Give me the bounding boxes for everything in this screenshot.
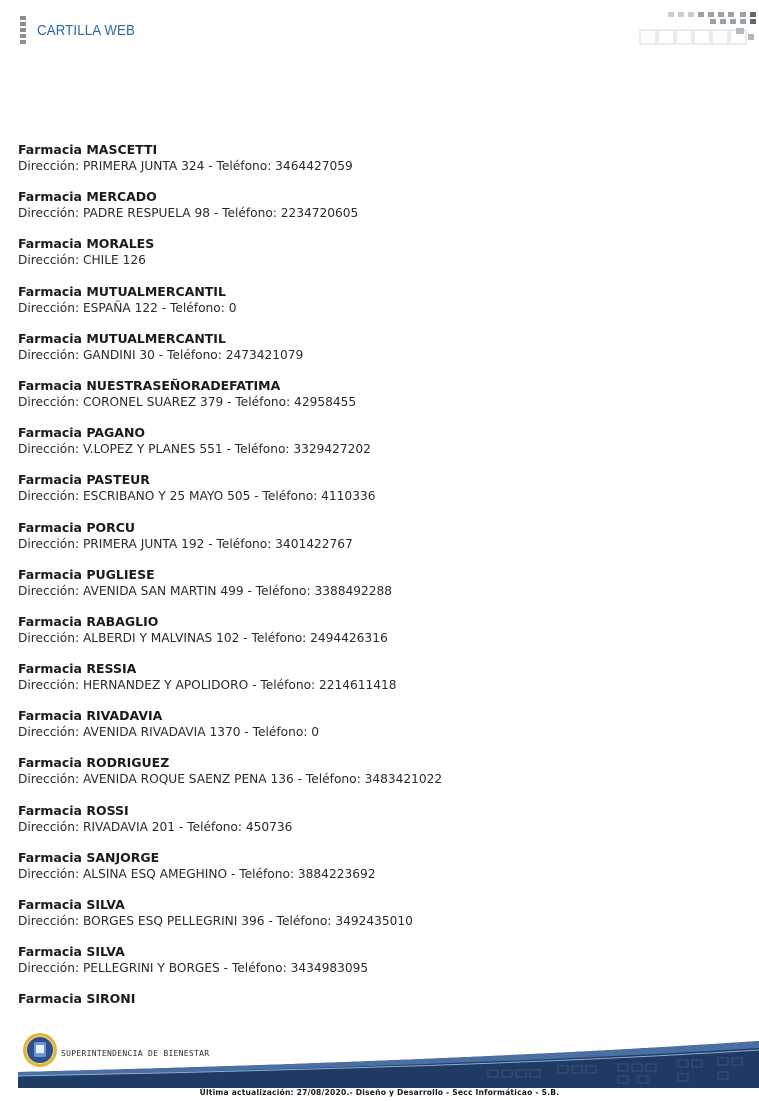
pharmacy-name: Farmacia NUESTRASEÑORADEFATIMA [18, 377, 281, 393]
pharmacy-entry [18, 567, 738, 614]
footer-organization-name: SUPERINTENDENCIA DE BIENESTAR [61, 1049, 210, 1058]
pharmacy-address: Dirección: V.LOPEZ Y PLANES 551 - Teléfono: 3329427202 [18, 442, 371, 457]
pharmacy-entry [18, 189, 738, 236]
pharmacy-entry [18, 803, 738, 850]
pharmacy-name: Farmacia SIRONI [18, 991, 136, 1007]
pharmacy-name: Farmacia MASCETTI [18, 142, 158, 157]
pharmacy-entry [18, 897, 738, 944]
pharmacy-address: Dirección: ALBERDI Y MALVINAS 102 - Teléfono: 2494426316 [18, 630, 388, 645]
pharmacy-address: Dirección: AVENIDA RIVADAVIA 1370 - Teléfono: 0 [18, 725, 320, 740]
pharmacy-name: Farmacia PORCU [18, 519, 136, 535]
pharmacy-address: Dirección: CORONEL SUAREZ 379 - Teléfono: 42958455 [18, 394, 357, 409]
pharmacy-address: Dirección: CHILE 126 [18, 253, 146, 268]
pharmacy-name: Farmacia RABAGLIO [18, 613, 159, 629]
pharmacy-name: Farmacia SILVA [18, 944, 125, 960]
header-bars-icon [20, 16, 26, 46]
page-title: CARTILLA WEB [37, 22, 135, 39]
pharmacy-name: Farmacia ROSSI [18, 802, 129, 818]
pharmacy-entry [18, 425, 738, 472]
footer-wave-band-icon [18, 1038, 759, 1088]
pharmacy-name: Farmacia MERCADO [18, 189, 157, 205]
pharmacy-address: Dirección: ESCRIBANO Y 25 MAYO 505 - Teléfono: 4110336 [18, 489, 376, 504]
pharmacy-address: Dirección: ESPAÑA 122 - Teléfono: 0 [18, 300, 237, 315]
pharmacy-entry [18, 378, 738, 425]
pharmacy-address: Dirección: ALSINA ESQ AMEGHINO - Teléfono: 3884223692 [18, 866, 376, 881]
pharmacy-name: Farmacia SILVA [18, 897, 125, 912]
pharmacy-entry [18, 520, 738, 567]
pharmacy-entry [18, 755, 738, 802]
pharmacy-entry [18, 944, 738, 991]
pharmacy-name: Farmacia SANJORGE [18, 849, 160, 865]
pharmacy-address: Dirección: PRIMERA JUNTA 324 - Teléfono: 3464427059 [18, 159, 353, 173]
pharmacy-entry [18, 236, 738, 283]
pharmacy-name: Farmacia RODRIGUEZ [18, 755, 170, 771]
pharmacy-address: Dirección: AVENIDA SAN MARTIN 499 - Teléfono: 3388492288 [18, 583, 393, 598]
pharmacy-entry [18, 472, 738, 519]
pharmacy-address: Dirección: BORGES ESQ PELLEGRINI 396 - Teléfono: 3492435010 [18, 914, 413, 928]
pharmacy-name: Farmacia PUGLIESE [18, 566, 155, 582]
pharmacy-name: Farmacia PASTEUR [18, 472, 150, 488]
pharmacy-name: Farmacia RESSIA [18, 661, 137, 677]
pharmacy-address: Dirección: HERNANDEZ Y APOLIDORO - Teléfono: 2214611418 [18, 678, 397, 693]
pharmacy-entry [18, 331, 738, 378]
superintendencia-seal-logo [22, 1032, 58, 1068]
pharmacy-name: Farmacia RIVADAVIA [18, 708, 163, 724]
page-header [0, 0, 759, 60]
page-footer [0, 1028, 759, 1101]
pharmacy-address: Dirección: GANDINI 30 - Teléfono: 2473421079 [18, 347, 304, 362]
pharmacy-entry [18, 284, 738, 331]
footer-last-update: Última actualización: 27/08/2020.- Diseño y Desarrollo - Secc Informáticao - S.B. [199, 1088, 560, 1097]
pharmacy-address: Dirección: PRIMERA JUNTA 192 - Teléfono: 3401422767 [18, 536, 353, 551]
pharmacy-address: Dirección: PELLEGRINI Y BORGES - Teléfono: 3434983095 [18, 961, 369, 976]
pharmacy-entry [18, 614, 738, 661]
pharmacy-name: Farmacia PAGANO [18, 425, 146, 441]
pharmacy-name: Farmacia MUTUALMERCANTIL [18, 330, 226, 346]
pharmacy-list [18, 142, 738, 1039]
pharmacy-name: Farmacia MUTUALMERCANTIL [18, 283, 226, 299]
pharmacy-entry [18, 142, 738, 189]
pharmacy-address: Dirección: PADRE RESPUELA 98 - Teléfono: 2234720605 [18, 206, 359, 221]
pharmacy-entry [18, 850, 738, 897]
pharmacy-entry [18, 661, 738, 708]
pharmacy-name: Farmacia MORALES [18, 236, 155, 252]
pharmacy-address: Dirección: AVENIDA ROQUE SAENZ PENA 136 - Teléfono: 3483421022 [18, 772, 443, 787]
pharmacy-address: Dirección: RIVADAVIA 201 - Teléfono: 450736 [18, 819, 293, 834]
header-grid-decoration-icon [630, 8, 759, 50]
pharmacy-entry [18, 708, 738, 755]
